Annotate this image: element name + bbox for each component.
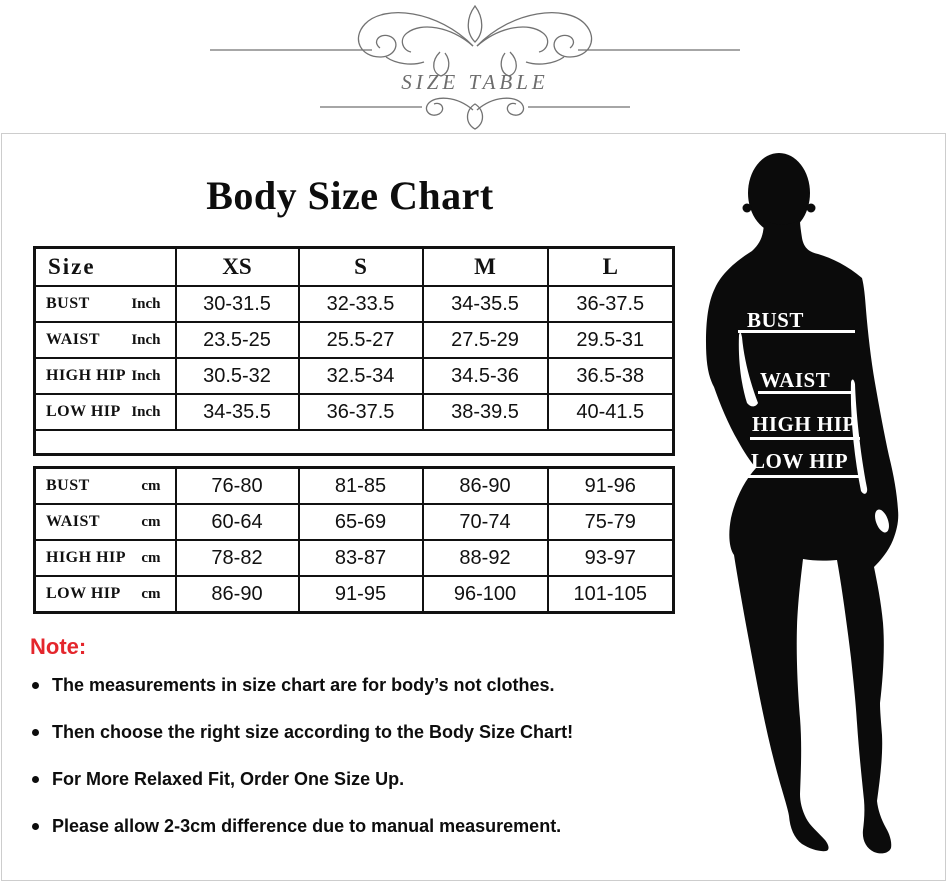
cell-value: 96-100 <box>423 576 548 613</box>
cell-value: 101-105 <box>548 576 674 613</box>
cell-value: 76-80 <box>176 468 299 505</box>
table-row <box>35 286 674 322</box>
highhip-underline <box>750 437 860 440</box>
bullet-icon <box>32 682 39 689</box>
cell-value: 34-35.5 <box>176 394 299 430</box>
cell-value: 91-95 <box>299 576 423 613</box>
cell-value: 93-97 <box>548 540 674 576</box>
cell-value: 36-37.5 <box>548 286 674 322</box>
table-row <box>35 468 674 505</box>
note-item <box>30 675 675 696</box>
table-row <box>35 394 674 430</box>
note-text: Then choose the right size according to the Body Size Chart! <box>52 722 574 742</box>
table-row <box>35 322 674 358</box>
cell-value: 38-39.5 <box>423 394 548 430</box>
table-header-row <box>35 248 674 287</box>
row-label: LOW HIP <box>46 403 121 420</box>
row-label-highhip-inch <box>35 358 176 394</box>
figure-label-highhip: HIGH HIP <box>752 412 856 436</box>
cell-value: 40-41.5 <box>548 394 674 430</box>
cell-value: 81-85 <box>299 468 423 505</box>
table-row <box>35 576 674 613</box>
cell-value: 60-64 <box>176 504 299 540</box>
column-header-l: L <box>548 248 674 287</box>
body-size-table-inch <box>33 246 675 456</box>
cell-value: 25.5-27 <box>299 322 423 358</box>
notes-section <box>30 634 675 863</box>
cell-value: 34-35.5 <box>423 286 548 322</box>
cell-value: 36.5-38 <box>548 358 674 394</box>
figure-label-waist: WAIST <box>760 368 831 392</box>
row-label-lowhip-inch <box>35 394 176 430</box>
figure-label-bust: BUST <box>747 308 804 332</box>
cell-value: 30.5-32 <box>176 358 299 394</box>
cell-value: 78-82 <box>176 540 299 576</box>
cell-value: 86-90 <box>423 468 548 505</box>
cell-value: 29.5-31 <box>548 322 674 358</box>
note-text: For More Relaxed Fit, Order One Size Up. <box>52 769 405 789</box>
cell-value: 75-79 <box>548 504 674 540</box>
row-label: LOW HIP <box>46 585 121 602</box>
row-label: WAIST <box>46 513 101 530</box>
note-item <box>30 816 675 837</box>
row-unit: Inch <box>131 404 161 420</box>
cell-value: 88-92 <box>423 540 548 576</box>
header-flourish-ornament <box>200 0 750 133</box>
cell-value: 32-33.5 <box>299 286 423 322</box>
row-unit: Inch <box>131 332 161 348</box>
row-label-waist-cm <box>35 504 176 540</box>
table-row <box>35 504 674 540</box>
row-unit: cm <box>141 514 161 530</box>
figure-label-lowhip: LOW HIP <box>751 449 849 473</box>
row-unit: cm <box>141 550 161 566</box>
column-header-size: Size <box>35 248 176 287</box>
notes-heading: Note: <box>30 634 87 659</box>
female-body-silhouette <box>690 138 950 883</box>
note-text: The measurements in size chart are for body’s not clothes. <box>52 675 555 695</box>
column-header-s: S <box>299 248 423 287</box>
cell-value: 83-87 <box>299 540 423 576</box>
note-text: Please allow 2-3cm difference due to manual measurement. <box>52 816 562 836</box>
note-item <box>30 769 675 790</box>
cell-value: 91-96 <box>548 468 674 505</box>
table-row <box>35 358 674 394</box>
spacer-row <box>35 430 674 455</box>
cell-value: 36-37.5 <box>299 394 423 430</box>
row-label-bust-inch <box>35 286 176 322</box>
row-label-waist-inch <box>35 322 176 358</box>
cell-value: 27.5-29 <box>423 322 548 358</box>
row-unit: Inch <box>131 368 161 384</box>
cell-value: 86-90 <box>176 576 299 613</box>
row-label-bust-cm <box>35 468 176 505</box>
cell-value: 23.5-25 <box>176 322 299 358</box>
bullet-icon <box>32 729 39 736</box>
row-label: HIGH HIP <box>46 549 127 566</box>
bullet-icon <box>32 823 39 830</box>
row-label-lowhip-cm <box>35 576 176 613</box>
row-label: BUST <box>46 295 90 312</box>
row-unit: cm <box>141 586 161 602</box>
column-header-xs: XS <box>176 248 299 287</box>
cell-value: 30-31.5 <box>176 286 299 322</box>
cell-value: 65-69 <box>299 504 423 540</box>
lowhip-underline <box>745 475 860 478</box>
bullet-icon <box>32 776 39 783</box>
row-unit: Inch <box>131 296 161 312</box>
table-row <box>35 540 674 576</box>
row-label-highhip-cm <box>35 540 176 576</box>
cell-value: 70-74 <box>423 504 548 540</box>
body-size-chart-title: Body Size Chart <box>206 173 494 218</box>
column-header-m: M <box>423 248 548 287</box>
cell-value: 32.5-34 <box>299 358 423 394</box>
row-label: BUST <box>46 477 90 494</box>
body-size-table-cm <box>33 466 675 614</box>
silhouette-head <box>748 153 810 233</box>
row-label: WAIST <box>46 331 101 348</box>
row-label: HIGH HIP <box>46 367 127 384</box>
row-unit: cm <box>141 478 161 494</box>
note-item <box>30 722 675 743</box>
size-table-heading: SIZE TABLE <box>401 70 549 94</box>
cell-value: 34.5-36 <box>423 358 548 394</box>
